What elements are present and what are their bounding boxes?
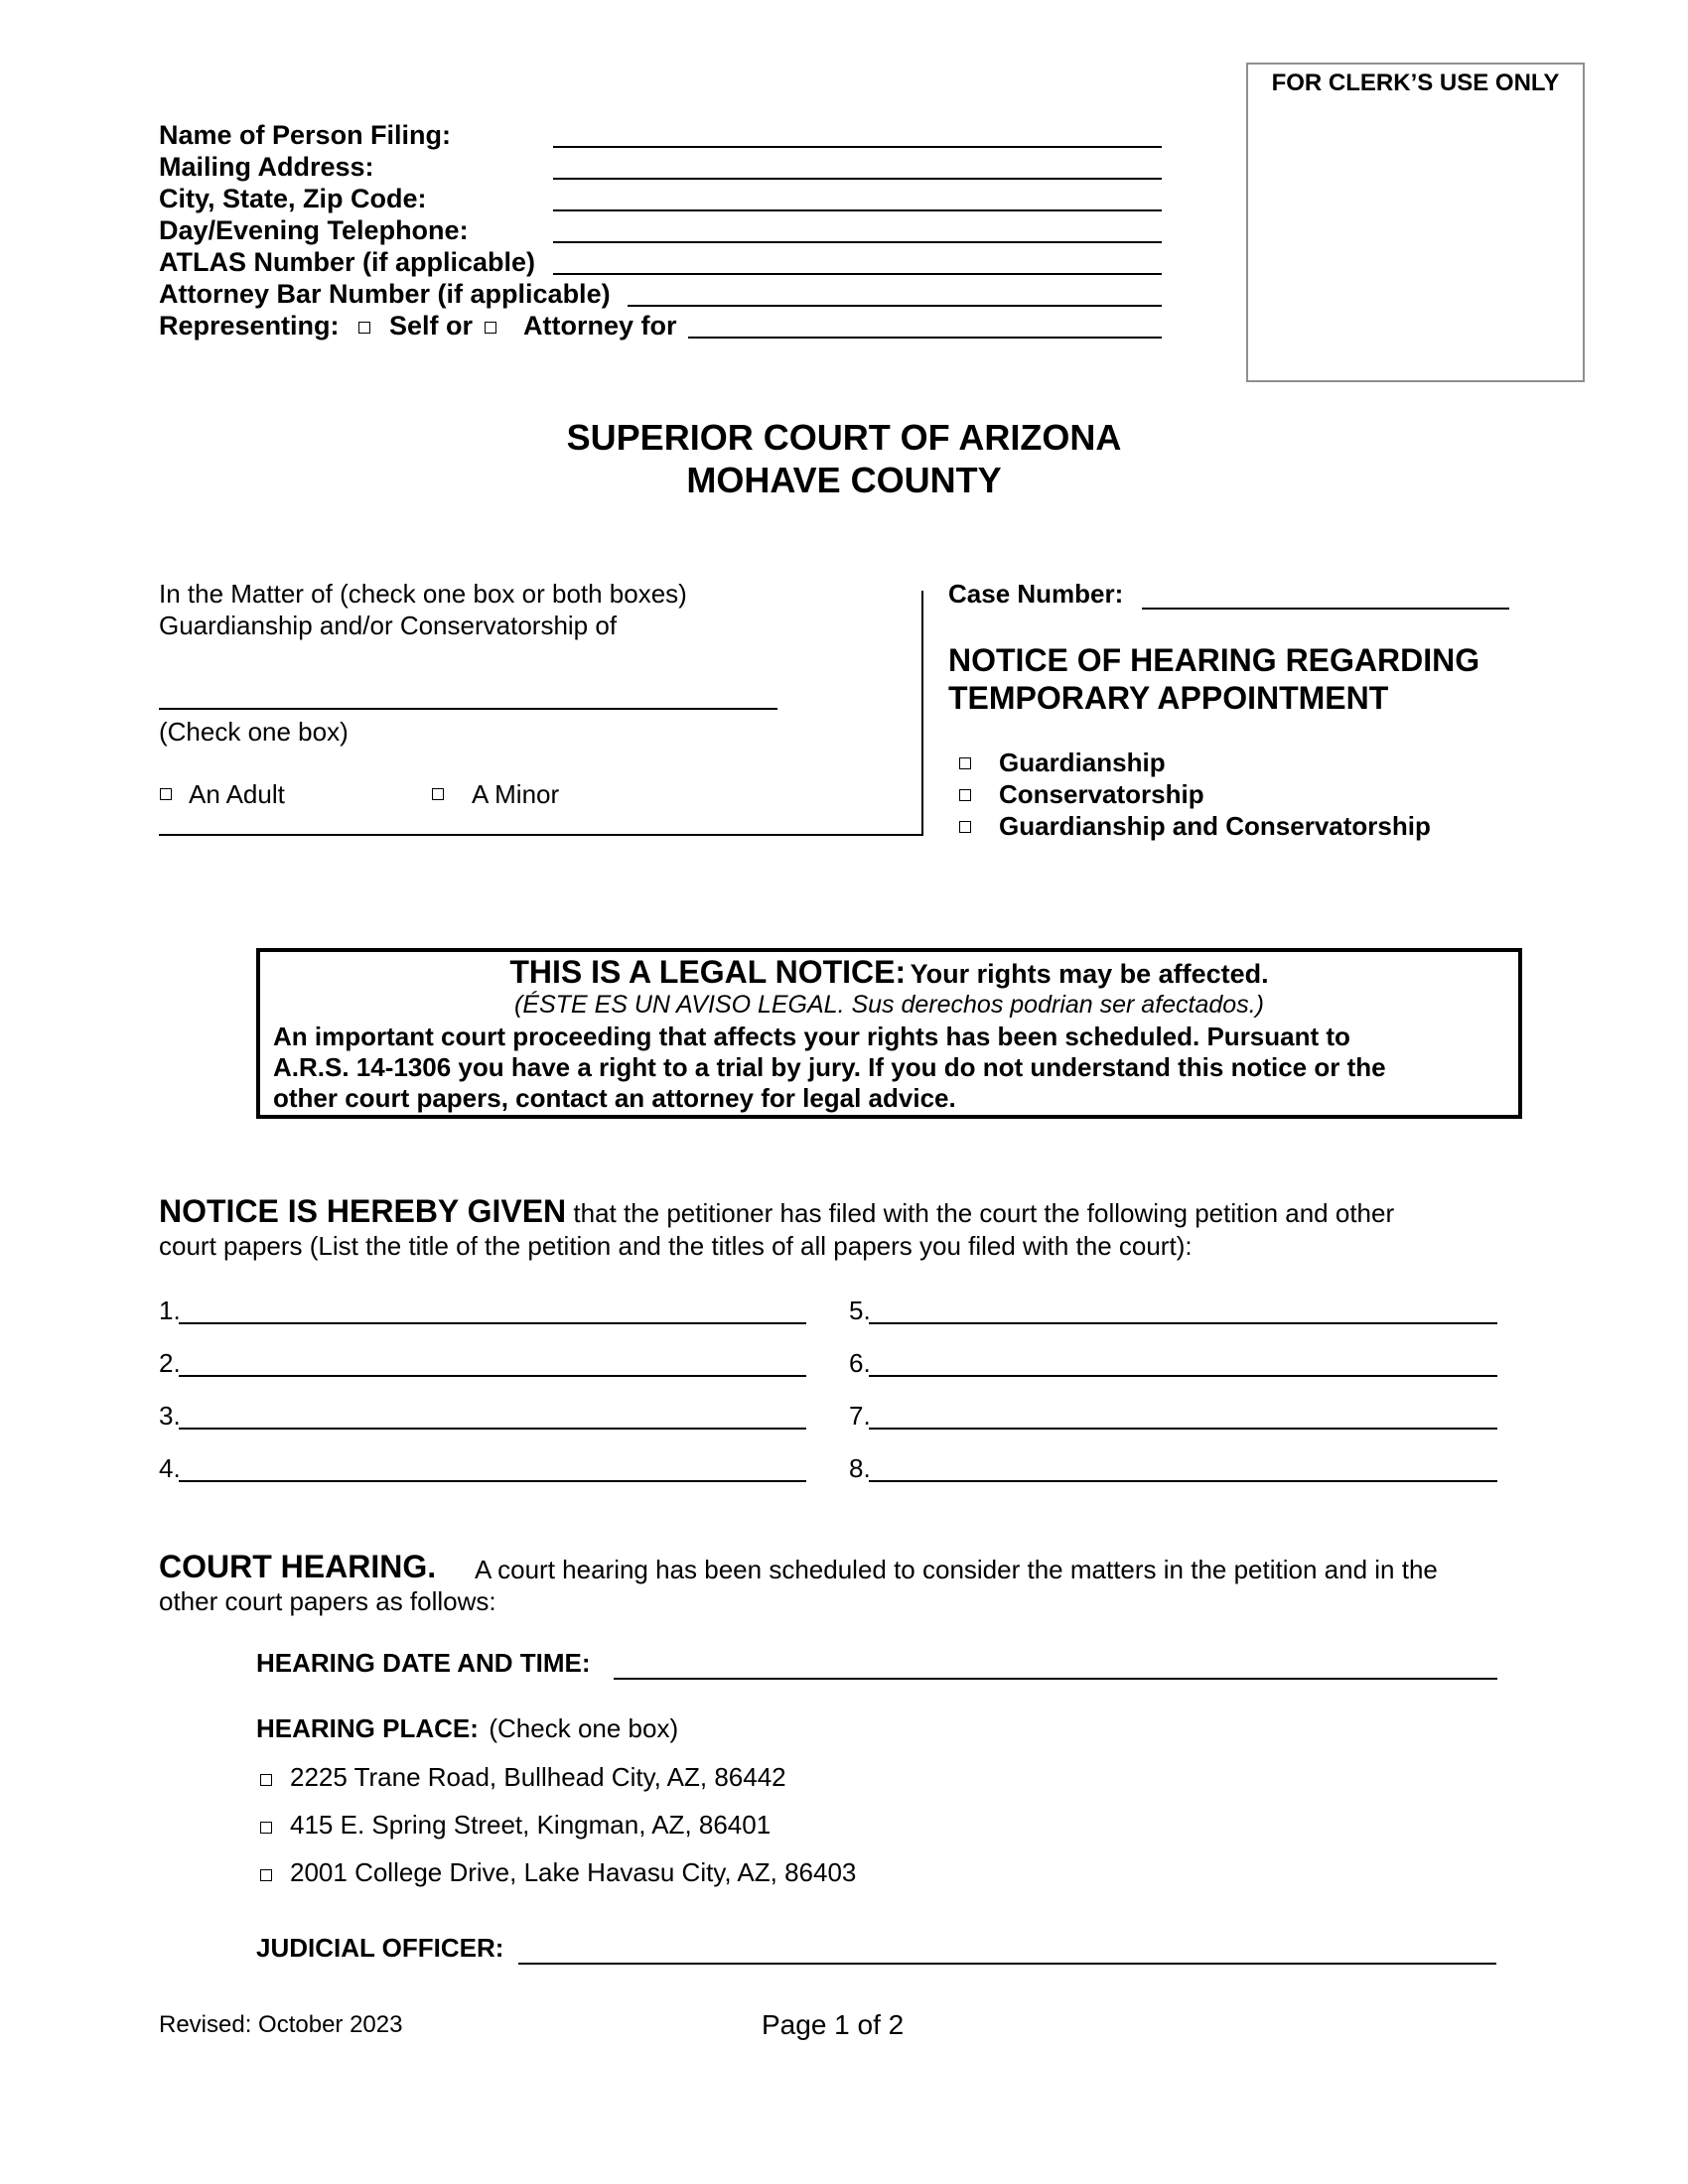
case-title-line1: NOTICE OF HEARING REGARDING [948, 642, 1480, 678]
check-one-label: (Check one box) [159, 717, 349, 747]
adult-label: An Adult [189, 779, 285, 809]
ward-name-field[interactable] [159, 708, 777, 710]
matter-divider [921, 591, 923, 836]
matter-bottom-rule [159, 834, 923, 836]
notice-given-heading: NOTICE IS HEREBY GIVEN [159, 1193, 567, 1229]
notice-given-text2: court papers (List the title of the petition and the titles of all papers you filed with the court): [159, 1231, 1193, 1261]
court-hearing-text2: other court papers as follows: [159, 1586, 496, 1616]
paper-field-1[interactable] [179, 1322, 806, 1324]
minor-checkbox[interactable] [432, 788, 444, 800]
legal-notice-box [256, 948, 1522, 1119]
judicial-officer-label: JUDICIAL OFFICER: [256, 1933, 504, 1963]
bar-label: Attorney Bar Number (if applicable) [159, 279, 611, 309]
place-kingman-label: 415 E. Spring Street, Kingman, AZ, 86401 [290, 1810, 772, 1840]
paper-number-1: 1. [159, 1296, 181, 1325]
attorney-for-field[interactable] [688, 337, 1162, 339]
representing-label: Representing: [159, 311, 340, 341]
paper-field-4[interactable] [179, 1480, 806, 1482]
place-havasu-label: 2001 College Drive, Lake Havasu City, AZ, 86403 [290, 1857, 857, 1887]
paper-field-6[interactable] [869, 1375, 1497, 1377]
place-bullhead-label: 2225 Trane Road, Bullhead City, AZ, 86442 [290, 1762, 786, 1792]
matter-intro: In the Matter of (check one box or both boxes) [159, 579, 687, 609]
legal-notice-line1: An important court proceeding that affects your rights has been scheduled. Pursuant to [273, 1022, 1350, 1051]
paper-number-8: 8. [849, 1453, 871, 1483]
paper-number-7: 7. [849, 1401, 871, 1431]
court-hearing-heading: COURT HEARING. [159, 1549, 437, 1584]
atlas-field[interactable] [553, 273, 1162, 275]
paper-number-3: 3. [159, 1401, 181, 1431]
conservatorship-checkbox[interactable] [959, 789, 971, 801]
guardianship-checkbox[interactable] [959, 757, 971, 769]
revised-date: Revised: October 2023 [159, 2011, 403, 2038]
paper-field-7[interactable] [869, 1428, 1497, 1430]
address-label: Mailing Address: [159, 152, 374, 182]
minor-label: A Minor [472, 779, 560, 809]
phone-field[interactable] [553, 241, 1162, 243]
hearing-date-field[interactable] [614, 1678, 1497, 1680]
bar-field[interactable] [628, 305, 1162, 307]
both-checkbox[interactable] [959, 821, 971, 833]
address-field[interactable] [553, 178, 1162, 180]
phone-label: Day/Evening Telephone: [159, 215, 469, 245]
hearing-place-row [256, 1713, 678, 1744]
name-label: Name of Person Filing: [159, 120, 452, 150]
clerk-use-box [1246, 63, 1585, 382]
clerk-use-label: FOR CLERK’S USE ONLY [1271, 69, 1560, 96]
matter-line2: Guardianship and/or Conservatorship of [159, 611, 618, 640]
legal-notice-heading-row [260, 954, 1518, 991]
paper-field-8[interactable] [869, 1480, 1497, 1482]
legal-notice-spanish: (ÉSTE ES UN AVISO LEGAL. Sus derechos podrian ser afectados.) [514, 991, 1264, 1019]
attorney-checkbox[interactable] [485, 322, 496, 334]
paper-number-6: 6. [849, 1348, 871, 1378]
judicial-officer-field[interactable] [518, 1963, 1496, 1965]
self-checkbox[interactable] [358, 322, 370, 334]
guardianship-label: Guardianship [999, 748, 1166, 777]
court-name: SUPERIOR COURT OF ARIZONA [566, 417, 1122, 458]
notice-given-text1: that the petitioner has filed with the court the following petition and other [566, 1198, 1395, 1228]
atlas-label: ATLAS Number (if applicable) [159, 247, 536, 277]
paper-number-4: 4. [159, 1453, 181, 1483]
hearing-place-label: HEARING PLACE: [256, 1713, 479, 1743]
county-name: MOHAVE COUNTY [686, 460, 1002, 500]
name-field[interactable] [553, 146, 1162, 148]
paper-field-3[interactable] [179, 1428, 806, 1430]
attorney-label: Attorney for [523, 311, 677, 341]
notice-given-row [159, 1193, 1394, 1230]
place-bullhead-checkbox[interactable] [260, 1774, 272, 1786]
court-hearing-text1: A court hearing has been scheduled to consider the matters in the petition and in the [475, 1555, 1438, 1584]
city-label: City, State, Zip Code: [159, 184, 427, 213]
paper-number-5: 5. [849, 1296, 871, 1325]
page-number: Page 1 of 2 [762, 2009, 905, 2040]
legal-notice-heading: THIS IS A LEGAL NOTICE: [509, 954, 907, 990]
case-number-label: Case Number: [948, 579, 1124, 609]
legal-notice-line3: other court papers, contact an attorney for legal advice. [273, 1083, 956, 1113]
place-havasu-checkbox[interactable] [260, 1869, 272, 1881]
self-label: Self or [389, 311, 474, 341]
case-title-line2: TEMPORARY APPOINTMENT [948, 680, 1389, 716]
conservatorship-label: Conservatorship [999, 779, 1204, 809]
paper-number-2: 2. [159, 1348, 181, 1378]
legal-notice-subheading: Your rights may be affected. [910, 959, 1269, 989]
both-label: Guardianship and Conservatorship [999, 811, 1431, 841]
adult-checkbox[interactable] [160, 788, 172, 800]
hearing-place-check: (Check one box) [489, 1713, 679, 1743]
city-field[interactable] [553, 209, 1162, 211]
hearing-date-label: HEARING DATE AND TIME: [256, 1648, 591, 1678]
paper-field-2[interactable] [179, 1375, 806, 1377]
case-number-field[interactable] [1142, 608, 1509, 610]
paper-field-5[interactable] [869, 1322, 1497, 1324]
legal-notice-line2: A.R.S. 14-1306 you have a right to a trial by jury. If you do not understand this notice or the [273, 1052, 1386, 1082]
place-kingman-checkbox[interactable] [260, 1822, 272, 1834]
